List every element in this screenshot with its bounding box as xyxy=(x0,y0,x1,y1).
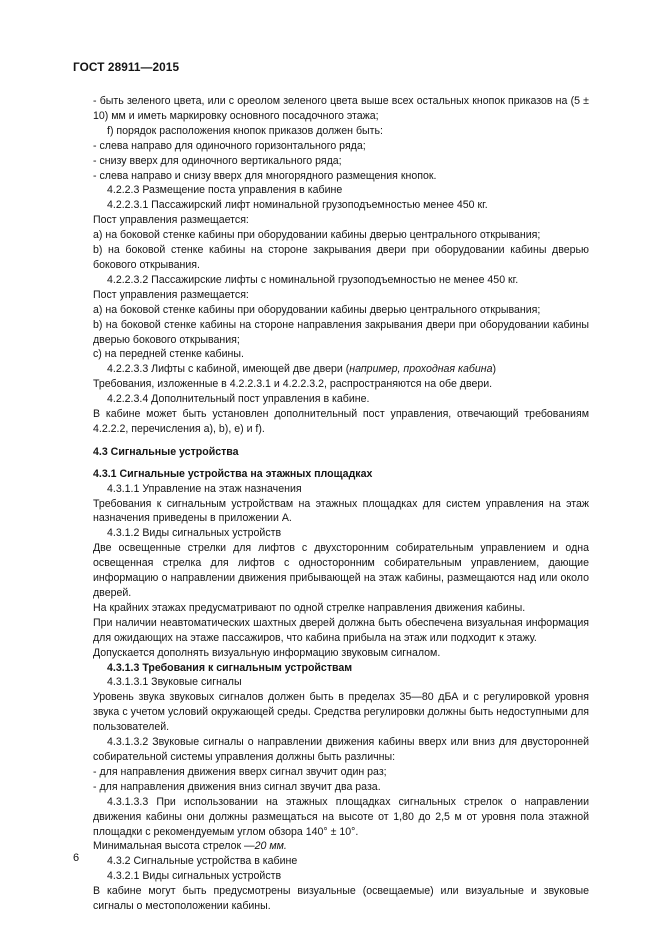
paragraph: Требования, изложенные в 4.2.2.3.1 и 4.2.2.3.2, распространяются на обе двери. xyxy=(93,378,493,391)
paragraph: Пост управления размещается: xyxy=(93,288,249,301)
clause-heading: 4.2.2.3.2 Пассажирские лифты с номинальной грузоподъемностью не менее 450 кг. xyxy=(107,273,519,286)
paragraph: В кабине может быть установлен дополнительный пост управления, отвечающий требованиям 4.2.2.2, перечисления а), b), е) и f). xyxy=(93,408,589,435)
clause-heading: 4.3.2.1 Виды сигнальных устройств xyxy=(107,870,282,883)
paragraph: Требования к сигнальным устройствам на этажных площадках для систем управления на этаж назначения приведены в приложении А. xyxy=(93,497,589,525)
clause-heading: 4.3.2 Сигнальные устройства в кабине xyxy=(107,855,298,868)
clause-heading: 4.3.1.3.2 Звуковые сигналы о направлении движения кабины вверх или вниз для двусторонней собирательной системы управления должны быть различны: xyxy=(93,736,589,763)
list-item: - снизу вверх для одиночного вертикального ряда; xyxy=(93,154,342,167)
document-body xyxy=(93,94,589,914)
clause-heading-bold: 4.3.1.3 Требования к сигнальным устройствам xyxy=(107,661,353,674)
paragraph: В кабине могут быть предусмотрены визуальные (освещаемые) или визуальные и звуковые сигналы о местоположении кабины. xyxy=(93,885,589,913)
paragraph: Две освещенные стрелки для лифтов с двухсторонним собирательным управлением и одна освещенная стрелка для лифтов с односторонним собирательным управлением, дающие информацию о направлении движения прибывающей на этаж кабины, размещаются над или около дверей. xyxy=(93,542,589,599)
clause-heading xyxy=(93,362,589,377)
list-item: c) на передней стенке кабины. xyxy=(93,348,244,361)
clause-text-tail: ) xyxy=(492,363,497,376)
section-heading: 4.3 Сигнальные устройства xyxy=(93,445,239,458)
clause-heading: 4.3.1.2 Виды сигнальных устройств xyxy=(107,527,282,540)
clause-text: 4.2.2.3.3 Лифты с кабиной, имеющей две двери ( xyxy=(107,363,350,376)
paragraph xyxy=(93,839,589,854)
paragraph-text: Минимальная высота стрелок — xyxy=(93,840,255,853)
paragraph: Уровень звука звуковых сигналов должен быть в пределах 35—80 дБА и с регулировкой уровня звука с учетом условий окружающей среды. Средства регулировки должны быть недоступными для пользователей. xyxy=(93,691,589,734)
list-item: b) на боковой стенке кабины на стороне закрывания двери при оборудовании кабины дверью бокового открывания. xyxy=(93,244,589,271)
paragraph: При наличии неавтоматических шахтных дверей должна быть обеспечена визуальная информация для ожидающих на этаже пассажиров, что кабина прибыла на этаж или подходит к этажу. xyxy=(93,616,589,644)
list-item: a) на боковой стенке кабины при оборудовании кабины дверью центрального открывания; xyxy=(93,303,541,316)
list-item: - для направления движения вниз сигнал звучит два раза. xyxy=(93,780,381,793)
paragraph: Допускается дополнять визуальную информацию звуковым сигналом. xyxy=(93,646,441,659)
clause-heading: 4.3.1.1 Управление на этаж назначения xyxy=(107,482,302,495)
list-item: a) на боковой стенке кабины при оборудовании кабины дверью центрального открывания; xyxy=(93,229,541,242)
subsection-heading: 4.3.1 Сигнальные устройства на этажных площадках xyxy=(93,467,373,480)
paragraph: На крайних этажах предусматривают по одной стрелке направления движения кабины. xyxy=(93,601,526,614)
clause-heading: 4.2.2.3.1 Пассажирский лифт номинальной грузоподъемностью менее 450 кг. xyxy=(107,199,488,212)
list-item: f) порядок расположения кнопок приказов должен быть: xyxy=(107,124,383,137)
clause-heading: 4.2.2.3.4 Дополнительный пост управления в кабине. xyxy=(107,393,370,406)
clause-heading: 4.3.1.3.1 Звуковые сигналы xyxy=(107,676,242,689)
document-header: ГОСТ 28911—2015 xyxy=(73,60,180,74)
list-item: b) на боковой стенке кабины на стороне направления закрывания двери при оборудовании кабины дверью бокового открывания; xyxy=(93,318,589,346)
clause-heading: 4.2.2.3 Размещение поста управления в кабине xyxy=(107,184,343,197)
italic-value: 20 мм. xyxy=(254,840,287,853)
paragraph: Пост управления размещается: xyxy=(93,214,249,227)
italic-example: например, проходная кабина xyxy=(349,363,493,376)
paragraph: - быть зеленого цвета, или с ореолом зеленого цвета выше всех остальных кнопок приказов на (5 ± 10) мм и иметь маркировку основного посадочного этажа; xyxy=(93,95,589,122)
list-item: - для направления движения вверх сигнал звучит один раз; xyxy=(93,765,387,778)
clause-heading: 4.3.1.3.3 При использовании на этажных площадках сигнальных стрелок о направлении движения кабины они должны размещаться на высоте от 1,80 до 2,5 м от уровня пола этажной площадки с рекомендуемым углом обзора 140° ± 10°. xyxy=(93,795,589,838)
list-item: - слева направо для одиночного горизонтального ряда; xyxy=(93,139,366,152)
list-item: - слева направо и снизу вверх для многорядного размещения кнопок. xyxy=(93,169,437,182)
page-number: 6 xyxy=(73,852,80,864)
